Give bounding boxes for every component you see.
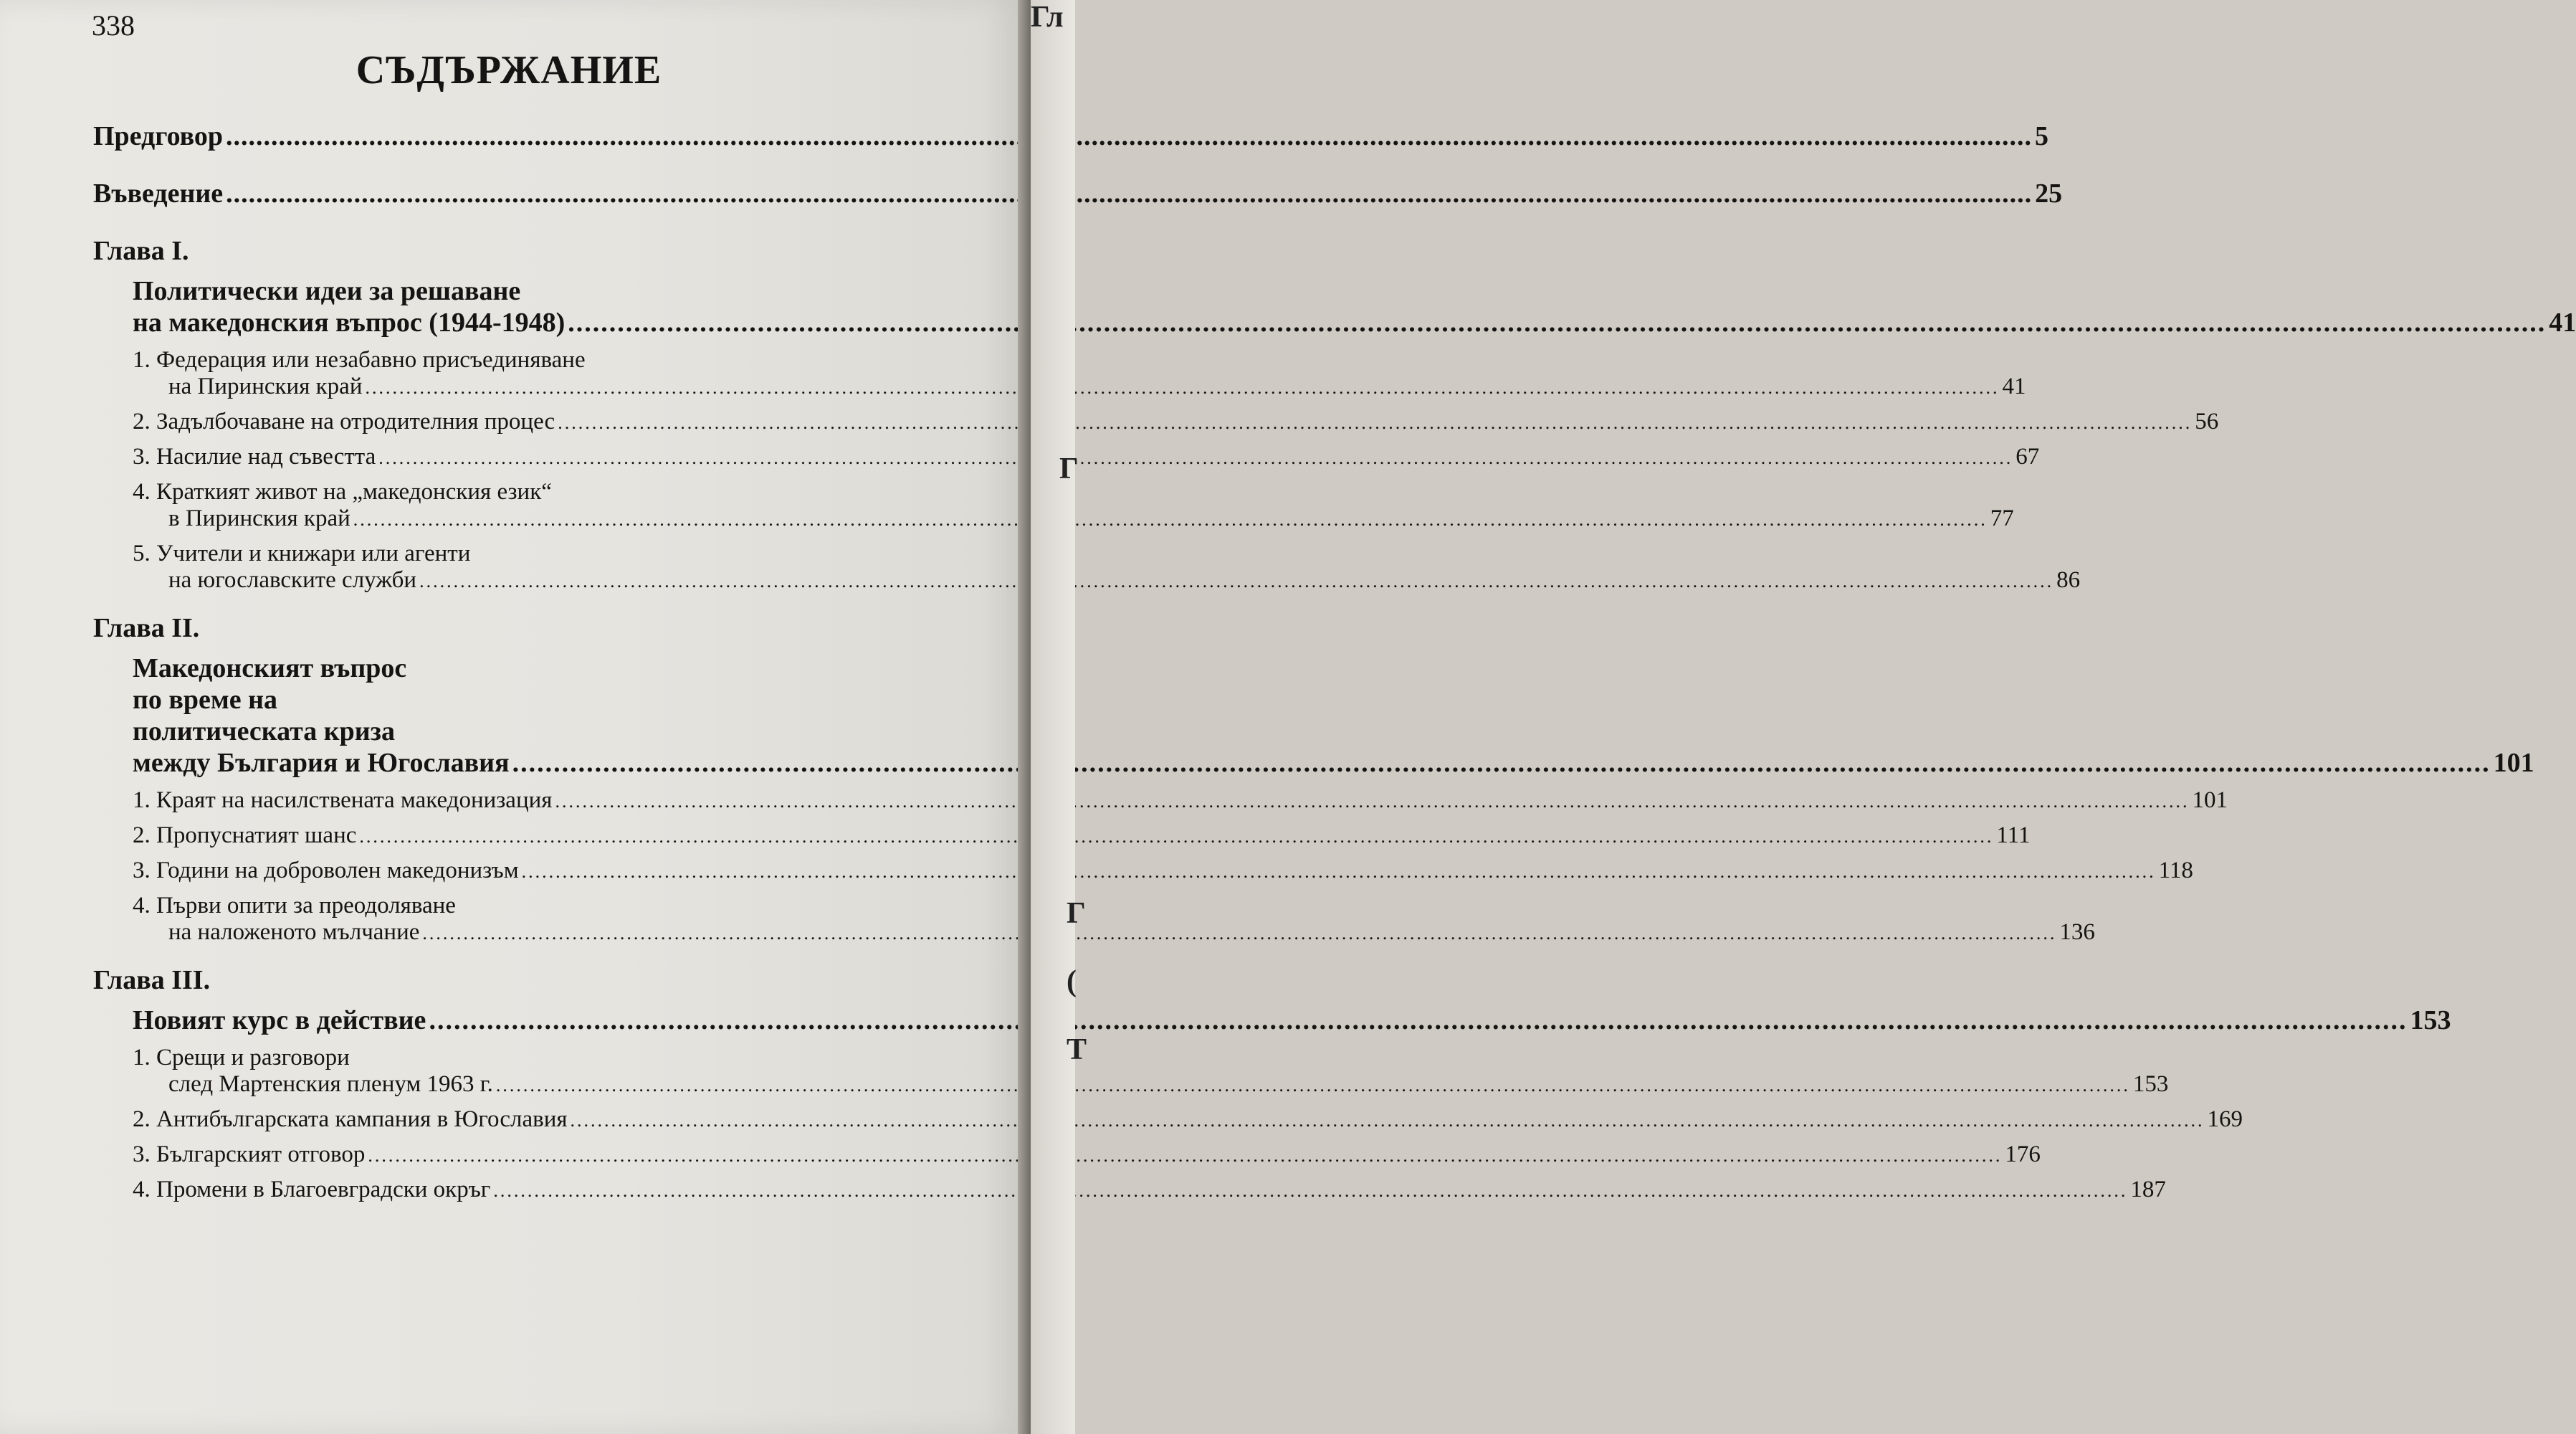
toc-page-number: 101 (2192, 787, 2228, 813)
next-page-fragment: Г (1059, 452, 1079, 485)
dot-leader (368, 1145, 2002, 1167)
section-line: 3. Българският отговор (133, 1141, 366, 1167)
next-page-fragment: Т (1067, 1033, 1087, 1066)
chapter-title-line: политическата криза (133, 716, 395, 746)
page-title: СЪДЪРЖАНИЕ (356, 48, 662, 92)
section-line: 1. Срещи и разговори (133, 1045, 350, 1070)
dot-leader (226, 120, 2032, 152)
chapter-title-line: Новият курс в действие (133, 1005, 426, 1035)
dot-leader (226, 178, 2032, 209)
dot-leader (496, 1075, 2130, 1096)
toc-section[interactable] (93, 822, 2031, 849)
dot-leader (558, 412, 2192, 434)
section-line: 4. Първи опити за преодоляване (133, 893, 456, 918)
toc-section[interactable] (93, 541, 2081, 594)
toc-page-number: 86 (2056, 567, 2081, 593)
toc-page-number: 67 (2016, 444, 2040, 470)
next-page-fragment: Г (1067, 897, 1086, 930)
section-line: 2. Антибългарската кампания в Югославия (133, 1106, 568, 1132)
toc-section[interactable] (93, 893, 2095, 946)
toc-page-number: 169 (2207, 1106, 2243, 1132)
dot-leader (571, 1110, 2205, 1131)
toc-page-number: 77 (1990, 505, 2014, 531)
chapter-title-line: между България и Югославия (133, 748, 510, 778)
chapter-title-line: по време на (133, 685, 278, 715)
section-line: 4. Краткият живот на „македонския език“ (133, 479, 552, 505)
chapter-title-line: Политически идеи за решаване (133, 276, 521, 306)
toc-page-number: 136 (2059, 919, 2095, 945)
toc-page-number: 41 (2002, 374, 2026, 399)
toc-page-number: 41 (2549, 308, 2576, 338)
section-line: 3. Години на доброволен македонизъм (133, 858, 519, 883)
toc-entry-label: Въведение (93, 179, 224, 209)
section-line: на наложеното мълчание (168, 919, 420, 945)
section-line: 5. Учители и книжари или агенти (133, 541, 471, 566)
chapter-title-line: на македонския въпрос (1944-1948) (133, 308, 566, 338)
toc-section[interactable] (93, 347, 2026, 400)
chapter-heading: Глава III. (93, 965, 211, 995)
toc-section[interactable] (93, 787, 2228, 814)
chapter-title[interactable] (93, 1005, 2451, 1036)
page-number: 338 (92, 9, 135, 42)
dot-leader (493, 1180, 2127, 1202)
toc-page-number: 111 (1996, 822, 2031, 848)
toc-page-number: 101 (2493, 748, 2534, 778)
chapter-heading: Глава II. (93, 613, 200, 643)
toc-page-number: 56 (2195, 409, 2219, 435)
toc-page-number: 153 (2410, 1005, 2451, 1035)
dot-leader (419, 571, 2053, 592)
dot-leader (555, 791, 2189, 812)
dot-leader (353, 509, 1988, 531)
toc-entry-preface[interactable] (93, 120, 2049, 152)
table-of-contents (93, 120, 2576, 1203)
toc-entry-label: Предговор (93, 121, 224, 151)
section-line: 2. Пропуснатият шанс (133, 822, 357, 848)
toc-page-number: 153 (2132, 1071, 2169, 1097)
chapter-heading: Глава I. (93, 236, 189, 266)
dot-leader (422, 923, 2056, 944)
section-line: на югославските служби (168, 567, 417, 593)
dot-leader (522, 861, 2156, 883)
dot-leader (359, 826, 1993, 847)
section-line: в Пиринския край (168, 505, 350, 531)
next-page-fragment: Гл (1031, 1, 1064, 34)
toc-page-number: 187 (2130, 1177, 2166, 1202)
section-line: 1. Краят на насилствената македонизация (133, 787, 553, 813)
toc-page-number: 176 (2005, 1141, 2041, 1167)
dot-leader (429, 1005, 2407, 1036)
chapter-title-line: Македонският въпрос (133, 653, 407, 683)
toc-section[interactable] (93, 444, 2040, 470)
toc-section[interactable] (93, 1106, 2243, 1133)
toc-section[interactable] (93, 409, 2219, 435)
toc-section[interactable] (93, 1177, 2166, 1203)
section-line: 1. Федерация или незабавно присъединяване (133, 347, 586, 373)
toc-page-number: 5 (2035, 121, 2049, 151)
chapter-title[interactable] (93, 652, 2534, 779)
dot-leader (568, 307, 2546, 338)
section-line: 3. Насилие над съвестта (133, 444, 376, 470)
section-line: на Пиринския край (168, 374, 363, 399)
toc-section[interactable] (93, 1141, 2041, 1168)
adjacent-page-edge (1031, 0, 1087, 1434)
toc-page-number: 118 (2158, 858, 2193, 883)
toc-section[interactable] (93, 858, 2193, 884)
section-line: 2. Задълбочаване на отродителния процес (133, 409, 555, 435)
toc-section[interactable] (93, 1045, 2169, 1098)
chapter-title[interactable] (93, 275, 2576, 338)
dot-leader (512, 747, 2491, 779)
section-line: след Мартенския пленум 1963 г. (168, 1071, 493, 1097)
dot-leader (365, 377, 1999, 399)
section-line: 4. Промени в Благоевградски окръг (133, 1177, 491, 1202)
dot-leader (378, 447, 2013, 469)
toc-page-number: 25 (2035, 179, 2063, 209)
book-gutter (1018, 0, 1031, 1434)
toc-section[interactable] (93, 479, 2014, 532)
toc-entry-introduction[interactable] (93, 178, 2063, 209)
next-page-fragment: ( (1067, 965, 1077, 998)
